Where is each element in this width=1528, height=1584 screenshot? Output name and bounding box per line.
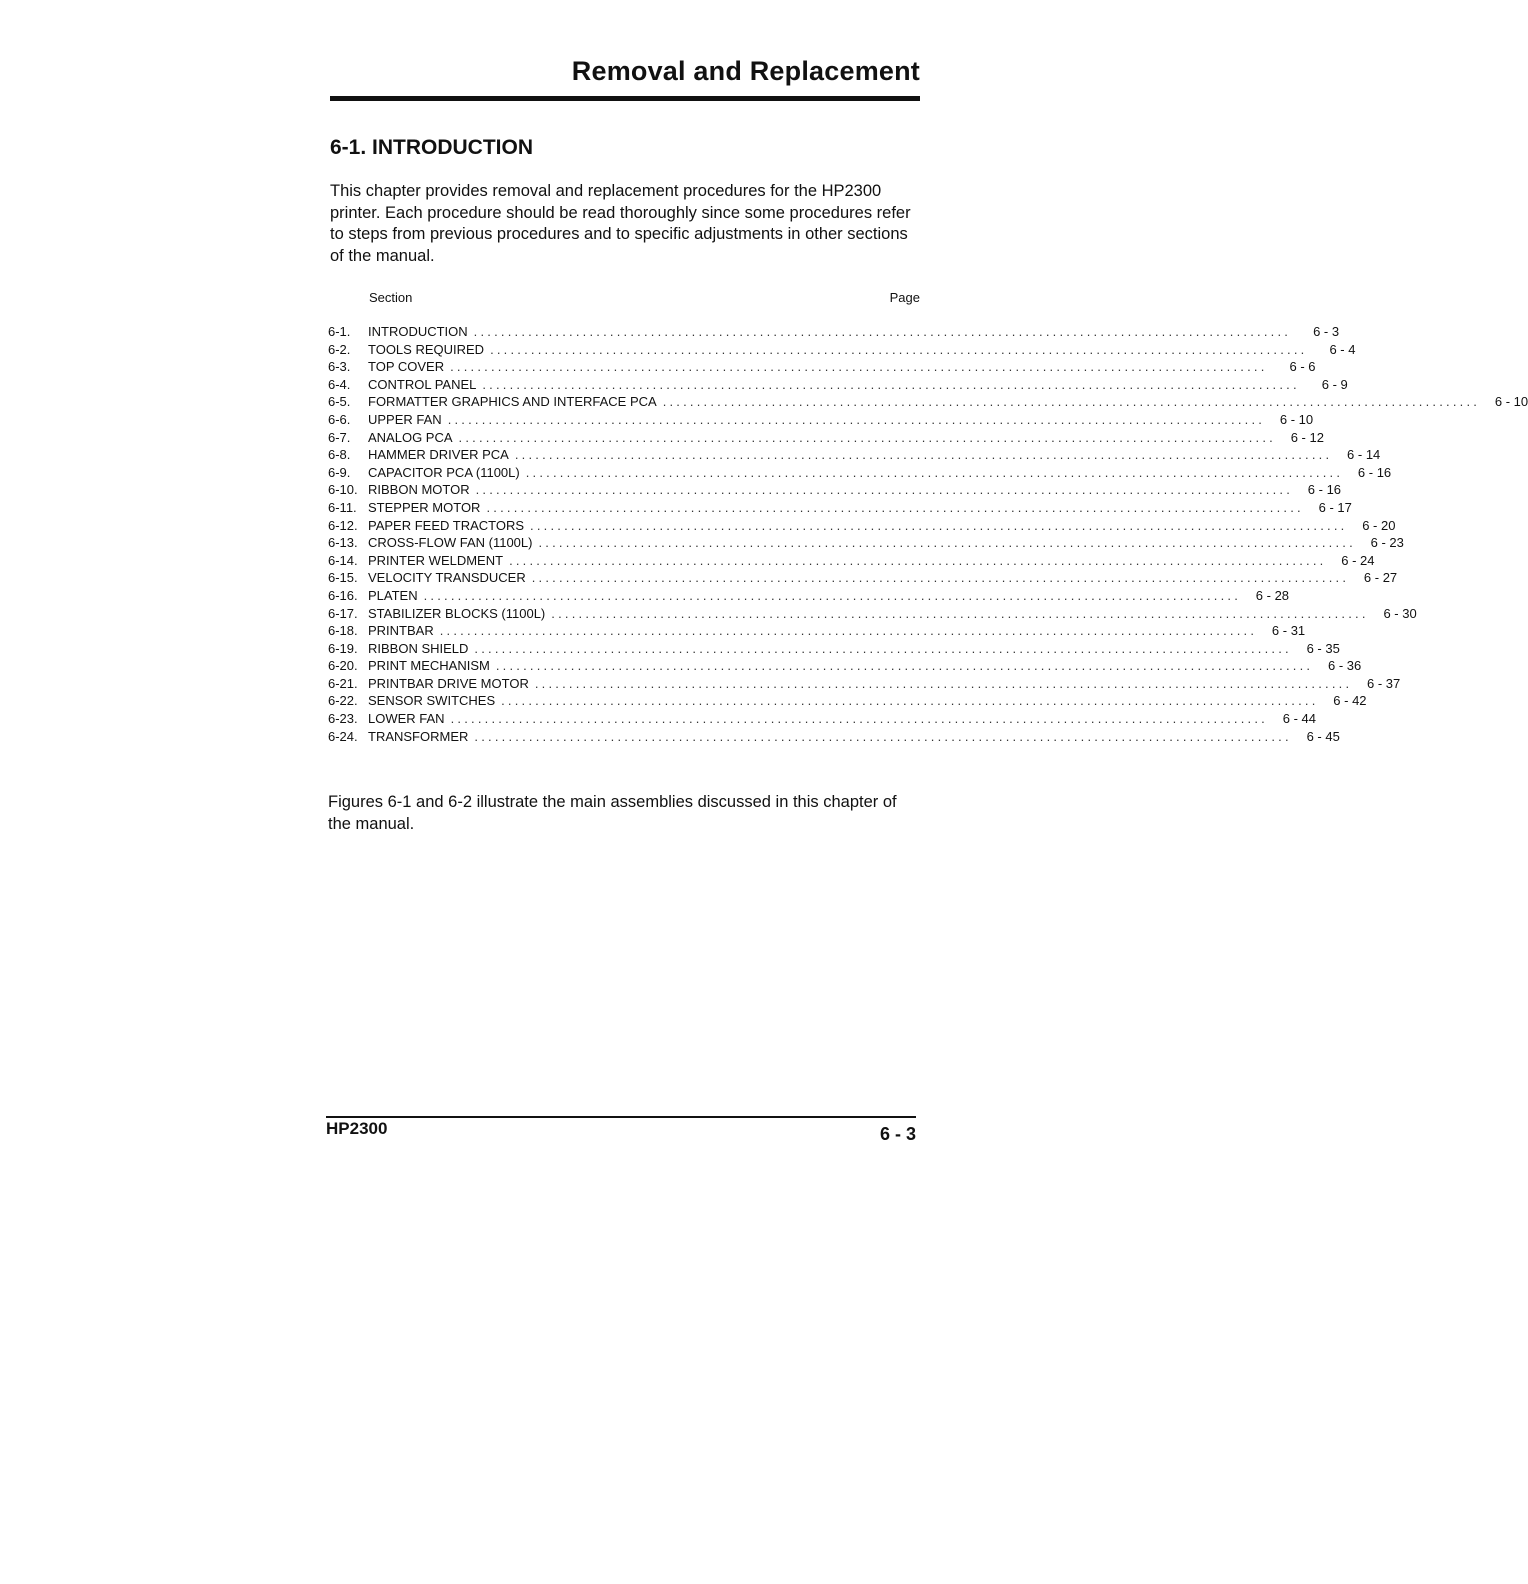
toc-section-title: CROSS-FLOW FAN (1100L) [368, 535, 533, 551]
toc-page-number: 6 - 10 [1279, 411, 1314, 427]
toc-section-number: 6-16. [328, 587, 358, 603]
toc-page-number: 6 - 16 [1307, 482, 1342, 498]
toc-dot-leader: ........................................................................................................................ [534, 675, 1353, 691]
toc-section-title: INTRODUCTION [368, 324, 468, 339]
toc-page-number: 6 - 9 [1321, 376, 1348, 392]
toc-row [328, 464, 1392, 483]
toc-row [328, 728, 1340, 747]
toc-dot-leader: ........................................................................................................................ [450, 359, 1268, 375]
toc-dot-leader: ........................................................................................................................ [450, 711, 1268, 727]
toc-row [328, 411, 1314, 430]
toc-row [328, 376, 1348, 395]
toc-page-number: 6 - 16 [1357, 464, 1392, 480]
toc-page-number: 6 - 3 [1313, 324, 1340, 339]
toc-dot-leader: ........................................................................................................................ [551, 605, 1369, 621]
toc-section-number: 6-10. [328, 482, 358, 498]
toc-section-title: TOP COVER [368, 359, 445, 375]
toc-dot-leader: ........................................................................................................................ [525, 464, 1344, 480]
toc-section-title: PRINTBAR DRIVE MOTOR [368, 675, 529, 691]
toc-page-number: 6 - 14 [1347, 447, 1381, 463]
toc-section-title: PRINTER WELDMENT [368, 552, 504, 568]
toc-dot-leader: ........................................................................................................................ [486, 499, 1304, 515]
toc-section-number: 6-7. [328, 429, 351, 445]
toc-page-number: 6 - 44 [1282, 711, 1316, 727]
toc-dot-leader: ........................................................................................................................ [473, 324, 1292, 339]
toc-section-number: 6-8. [328, 447, 351, 463]
toc-section-number: 6-2. [328, 341, 351, 357]
toc-section-title: CAPACITOR PCA (1100L) [368, 464, 520, 480]
toc-dot-leader: ........................................................................................................................ [482, 376, 1300, 392]
toc-row [328, 517, 1396, 536]
toc-page-number: 6 - 37 [1367, 675, 1401, 691]
toc-page-number: 6 - 20 [1362, 517, 1396, 533]
toc-section-title: LOWER FAN [368, 711, 445, 727]
toc-page-number: 6 - 12 [1290, 429, 1324, 445]
toc-section-title: VELOCITY TRANSDUCER [368, 570, 526, 586]
toc-section-number: 6-19. [328, 640, 358, 656]
toc-row [328, 447, 1381, 465]
toc-dot-leader: ........................................................................................................................ [423, 587, 1242, 603]
toc-page-number: 6 - 42 [1333, 693, 1367, 709]
toc-row [328, 623, 1306, 641]
toc-row [328, 605, 1417, 624]
toc-page-number: 6 - 28 [1255, 587, 1290, 603]
footer-rule [326, 1116, 916, 1118]
toc-dot-leader: ........................................................................................................................ [662, 394, 1481, 410]
toc-section-title: PLATEN [368, 587, 418, 603]
toc-page-number: 6 - 27 [1363, 570, 1398, 586]
toc-section-number: 6-4. [328, 376, 351, 392]
toc-section-number: 6-13. [328, 535, 358, 551]
toc-section-title: HAMMER DRIVER PCA [368, 447, 509, 463]
figures-note: Figures 6-1 and 6-2 illustrate the main assemblies discussed in this chapter of the manual. [328, 793, 897, 833]
toc-row [328, 640, 1340, 659]
toc-row [328, 341, 1356, 360]
toc-row [328, 535, 1404, 553]
toc-section-title: RIBBON SHIELD [368, 640, 469, 656]
manual-page [326, 0, 1528, 1584]
toc-dot-leader: ........................................................................................................................ [501, 693, 1319, 709]
toc-section-title: RIBBON MOTOR [368, 482, 470, 498]
toc-page-number: 6 - 4 [1329, 341, 1356, 357]
toc-section-number: 6-24. [328, 728, 358, 744]
toc-row [328, 693, 1367, 711]
toc-dot-leader: ........................................................................................................................ [458, 429, 1276, 445]
toc-row [328, 324, 1340, 342]
toc-row [328, 359, 1316, 377]
toc-section-label: Section [369, 290, 413, 305]
toc-section-number: 6-21. [328, 675, 358, 691]
section-heading: 6-1. INTRODUCTION [330, 136, 534, 159]
toc-dot-leader: ........................................................................................................................ [514, 447, 1333, 463]
toc-dot-leader: ........................................................................................................................ [475, 482, 1294, 498]
toc-row [328, 499, 1352, 518]
toc-dot-leader: ........................................................................................................................ [447, 411, 1266, 427]
intro-paragraph: This chapter provides removal and replacement procedures for the HP2300 printer. Each procedure should be read thoroughly since some procedures refer to steps from previous procedures and to specific adjustments in other sections of the manual. [330, 182, 911, 265]
toc-section-title: CONTROL PANEL [368, 376, 477, 392]
toc-dot-leader: ........................................................................................................................ [538, 535, 1356, 551]
toc-page-number: 6 - 35 [1306, 640, 1340, 656]
toc-page-number: 6 - 31 [1271, 623, 1306, 639]
toc-section-number: 6-22. [328, 693, 358, 709]
toc-dot-leader: ........................................................................................................................ [509, 552, 1327, 568]
toc-dot-leader: ........................................................................................................................ [531, 570, 1350, 586]
toc-page-number: 6 - 45 [1306, 728, 1340, 744]
toc-dot-leader: ........................................................................................................................ [439, 623, 1258, 639]
toc-section-title: FORMATTER GRAPHICS AND INTERFACE PCA [368, 394, 657, 410]
toc-section-number: 6-11. [328, 499, 357, 515]
toc-dot-leader: ........................................................................................................................ [474, 640, 1292, 656]
toc-section-title: TRANSFORMER [368, 728, 469, 744]
toc-section-number: 6-18. [328, 623, 358, 639]
toc-section-title: TOOLS REQUIRED [368, 341, 485, 357]
toc-page-number: 6 - 24 [1341, 552, 1375, 568]
toc-dot-leader: ........................................................................................................................ [495, 658, 1314, 674]
toc-row [328, 482, 1342, 500]
toc-section-title: STABILIZER BLOCKS (1100L) [368, 605, 546, 621]
toc-section-number: 6-23. [328, 711, 358, 727]
toc-header [328, 290, 920, 308]
toc-row [328, 394, 1528, 412]
toc-section-number: 6-14. [328, 552, 358, 568]
toc-page-number: 6 - 6 [1289, 359, 1316, 375]
toc-row [328, 429, 1324, 448]
toc-row [328, 570, 1398, 588]
toc-dot-leader: ........................................................................................................................ [474, 728, 1292, 744]
toc-section-title: ANALOG PCA [368, 429, 453, 445]
toc-section-number: 6-12. [328, 517, 358, 533]
toc-section-number: 6-9. [328, 464, 351, 480]
header-rule [330, 96, 920, 101]
toc-row [328, 552, 1375, 571]
toc-section-title: STEPPER MOTOR [368, 499, 481, 515]
toc-row [328, 711, 1316, 729]
toc-section-title: UPPER FAN [368, 411, 442, 427]
toc-page-label: Page [889, 290, 920, 305]
toc-row [328, 658, 1362, 676]
toc-section-title: PRINTBAR [368, 623, 434, 639]
toc-row [328, 675, 1401, 694]
toc-section-number: 6-3. [328, 359, 351, 375]
toc-page-number: 6 - 36 [1328, 658, 1362, 674]
toc-row [328, 587, 1290, 606]
toc-section-number: 6-6. [328, 411, 351, 427]
toc-section-number: 6-15. [328, 570, 358, 586]
toc-dot-leader: ........................................................................................................................ [530, 517, 1348, 533]
toc-section-title: SENSOR SWITCHES [368, 693, 496, 709]
chapter-title: Removal and Replacement [571, 56, 920, 86]
toc-section-number: 6-5. [328, 394, 351, 410]
table-of-contents [328, 324, 1528, 746]
toc-section-number: 6-20. [328, 658, 358, 674]
footer-page-number: 6 - 3 [879, 1124, 916, 1144]
toc-page-number: 6 - 10 [1494, 394, 1528, 410]
footer-product: HP2300 [326, 1119, 388, 1138]
toc-section-number: 6-17. [328, 605, 358, 621]
toc-page-number: 6 - 17 [1318, 499, 1352, 515]
toc-dot-leader: ........................................................................................................................ [490, 341, 1308, 357]
toc-section-title: PRINT MECHANISM [368, 658, 490, 674]
toc-page-number: 6 - 30 [1383, 605, 1417, 621]
toc-section-number: 6-1. [328, 324, 351, 339]
toc-section-title: PAPER FEED TRACTORS [368, 517, 525, 533]
toc-page-number: 6 - 23 [1370, 535, 1404, 551]
